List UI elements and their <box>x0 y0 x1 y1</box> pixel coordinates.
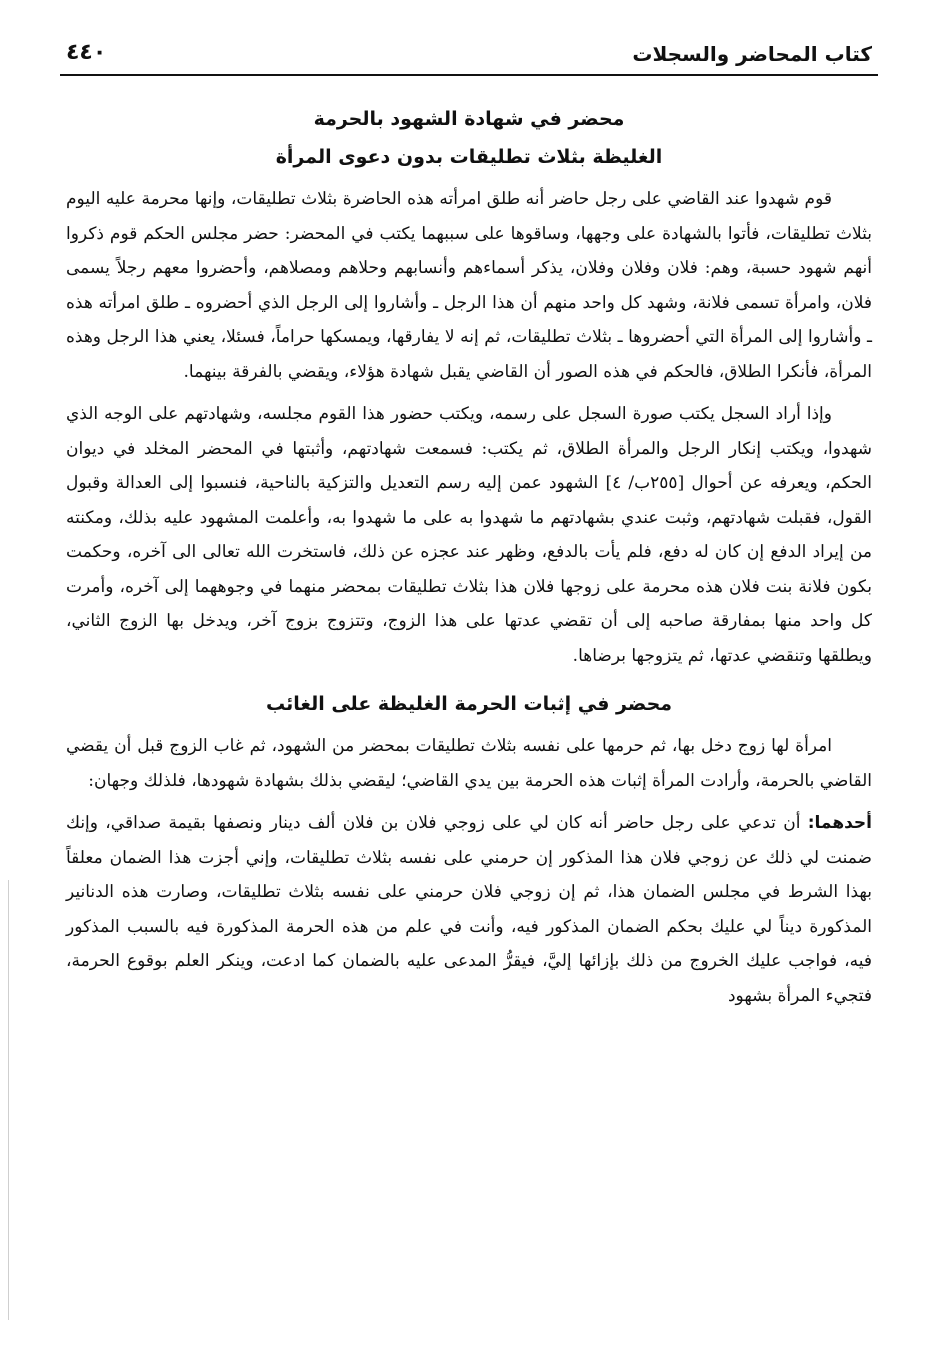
section-testimony-without-claim <box>66 100 872 673</box>
paragraph: امرأة لها زوج دخل بها، ثم حرمها على نفسه بثلاث تطليقات بمحضر من الشهود، ثم غاب الزوج قبل أن يقضي القاضي بالحرمة، وأرادت المرأة إثبات هذه الحرمة بين يدي القاضي؛ ليقضي بذلك بشهادة شهودها، فلذلك وجهان: <box>66 736 872 791</box>
paragraph: قوم شهدوا عند القاضي على رجل حاضر أنه طلق امرأته هذه الحاضرة بثلاث تطليقات، وإنها محرمة عليه اليوم بثلاث تطليقات، فأتوا بالشهادة على وجهها، وساقوها على سببهما يكتب في المحضر: حضر مجلس الحكم قوم ذكروا أنهم شهود حسبة، وهم: فلان وفلان وفلان، يذكر أسماءهم وأنسابهم وحلاهم ومصلاهم، وأحضروا معهم رجلاً يسمى فلان، وامرأة تسمى فلانة، وشهد كل واحد منهم أن هذا الرجل ـ وأشاروا إلى الرجل الذي أحضروه ـ طلق امرأته هذه ـ وأشاروا إلى المرأة التي أحضروها ـ بثلاث تطليقات، ثم إنه لا يفارقها، ويمسكها حراماً، فسئلا، يعني هذا الرجل وهذه المرأة، فأنكرا الطلاق، فالحكم في هذه الصور أن القاضي يقبل شهادة هؤلاء، ويقضي بالفرقة بينهما. <box>66 189 872 382</box>
running-title: كتاب المحاضر والسجلات <box>632 42 872 66</box>
paragraph-text: أن تدعي على رجل حاضر أنه كان لي على زوجي فلان بن فلان ألف دينار ونصفها بقيمة صداقي، وإنك ضمنت لي ذلك عن زوجي فلان هذا المذكور إن حرمني على نفسه بثلاث تطليقات، وإني أجزت هذا الضمان معلقاً بهذا الشرط في مجلس الضمان هذا، ثم إن زوجي فلان حرمني على نفسه بثلاث تطليقات، وصارت هذه الدنانير المذكورة ديناً لي عليك بحكم الضمان المذكور فيه، وأنت في علم من هذه الحرمة المذكورة فيه بالسبب المذكور فيه، فواجب عليك الخروج من ذلك بإزائها إليَّ، فيقرُّ المدعى عليه بالضمان كما ادعت، وينكر العلم بوقوع الحرمة، فتجيء المرأة بشهود <box>66 813 872 1006</box>
section-proof-against-absent <box>66 685 872 1013</box>
section-title <box>66 100 872 176</box>
paragraph-first-method <box>66 806 872 1013</box>
section-title: محضر في إثبات الحرمة الغليظة على الغائب <box>265 693 673 715</box>
lead-word: أحدهما: <box>807 813 872 833</box>
scan-edge-line <box>8 880 9 1320</box>
section-title-line-2: الغليظة بثلاث تطليقات بدون دعوى المرأة <box>275 146 663 168</box>
paragraph: وإذا أراد السجل يكتب صورة السجل على رسمه، ويكتب حضور هذا القوم مجلسه، وشهادتهم على الوجه الذي شهدوا، ويكتب إنكار الرجل والمرأة الطلاق، ثم يكتب: فسمعت شهادتهم، وأثبتها في المحضر المخلد في ديوان الحكم، ويعرفه عن أحوال [٢٥٥ب/ ٤] الشهود عمن إليه رسم التعديل والتزكية بالناحية، فنسبوا إلى العدالة وقبول القول، فقبلت شهادتهم، وثبت عندي بشهادتهم ما شهدوا به على ما شهدوا به، وأعلمت المشهود عليه بذلك، ومكنته من إيراد الدفع إن كان له دفع، فلم يأت بالدفع، وظهر عند عجزه عن ذلك، فاستخرت الله تعالى الى آخره، وحكمت بكون فلانة بنت فلان هذه محرمة على زوجها فلان هذا بثلاث تطليقات بمحضر منهما في وجوههما إلى آخره، وأمرت كل واحد منها بمفارقة صاحبه إلى أن تقضي عدتها على هذا الزوج، وتتزوج بزوج آخر، ويدخل بها الزوج الثاني، ويطلقها وتنقضي عدتها، ثم يتزوجها برضاها. <box>66 404 873 666</box>
book-page <box>60 0 878 1363</box>
page-number: ٤٤٠ <box>66 40 107 65</box>
section-title-line-1: محضر في شهادة الشهود بالحرمة <box>313 108 625 130</box>
page-header <box>60 34 878 76</box>
page-content <box>66 100 872 1013</box>
